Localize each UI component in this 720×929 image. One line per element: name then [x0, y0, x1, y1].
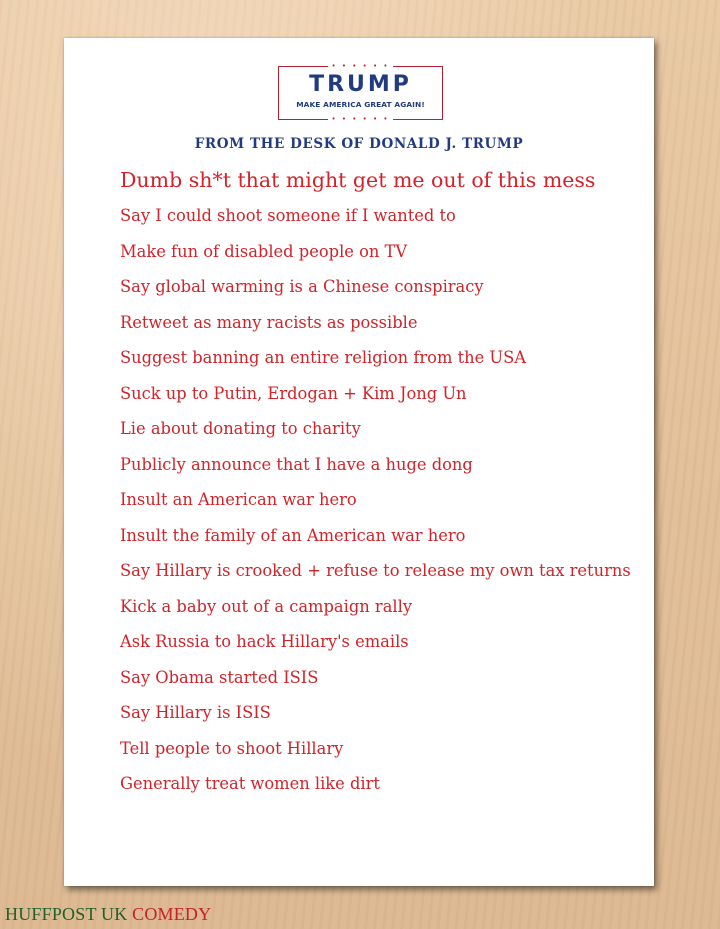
list-item: Say Obama started ISIS	[120, 667, 319, 687]
letterhead-title: FROM THE DESK OF DONALD J. TRUMP	[194, 136, 524, 152]
list-item: Generally treat women like dirt	[120, 774, 380, 793]
item-list	[120, 203, 631, 807]
list-item: Suggest banning an entire religion from the USA	[120, 348, 527, 367]
trump-logo	[278, 62, 443, 123]
list-item: Suck up to Putin, Erdogan + Kim Jong Un	[120, 383, 467, 403]
list-item: Say global warming is a Chinese conspiracy	[120, 277, 484, 296]
list-item: Insult an American war hero	[120, 490, 357, 509]
logo-stars-bottom: • • • • • •	[328, 116, 394, 123]
list-item: Say Hillary is crooked + refuse to release my own tax returns	[120, 561, 631, 580]
list-item: Say Hillary is ISIS	[120, 703, 271, 722]
footer-credit	[5, 903, 211, 925]
notepad-page	[64, 38, 654, 886]
list-item: Tell people to shoot Hillary	[120, 738, 344, 758]
list-heading: Dumb sh*t that might get me out of this mess	[120, 168, 596, 192]
list-item: Make fun of disabled people on TV	[120, 241, 408, 261]
list-item: Kick a baby out of a campaign rally	[120, 596, 413, 616]
footer-brand: HUFFPOST UK	[5, 904, 128, 924]
footer-section: COMEDY	[132, 904, 212, 924]
logo-stars-top: • • • • • •	[328, 63, 394, 70]
list-item: Insult the family of an American war hero	[120, 525, 466, 545]
list-item: Say I could shoot someone if I wanted to	[120, 206, 456, 225]
logo-slogan: MAKE AMERICA GREAT AGAIN!	[296, 100, 425, 109]
list-item: Retweet as many racists as possible	[120, 312, 418, 332]
logo-title: TRUMP	[309, 72, 412, 97]
list-item: Lie about donating to charity	[120, 419, 361, 438]
list-item: Publicly announce that I have a huge dong	[120, 454, 473, 474]
list-item: Ask Russia to hack Hillary's emails	[120, 632, 409, 651]
